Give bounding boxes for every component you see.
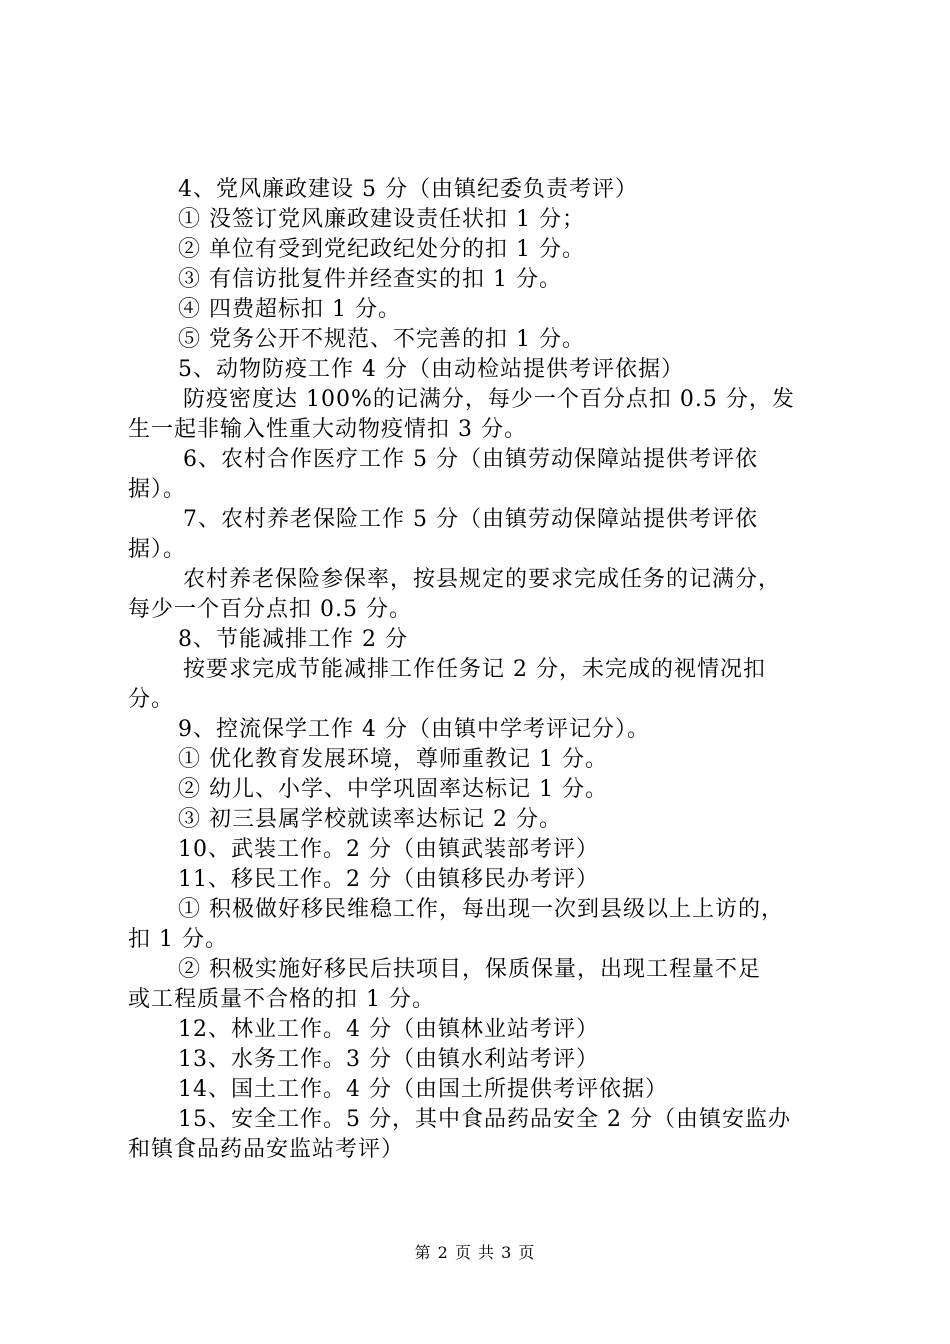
text-line: 4、党风廉政建设 5 分（由镇纪委负责考评）: [178, 177, 638, 202]
text-line: ① 优化教育发展环境，尊师重教记 1 分。: [178, 747, 608, 772]
text-line: 和镇食品药品安监站考评）: [128, 1137, 405, 1162]
text-line: 分。: [128, 687, 175, 712]
text-line: 或工程质量不合格的扣 1 分。: [128, 987, 435, 1012]
text-line: ② 积极实施好移民后扶项目，保质保量，出现工程量不足: [178, 957, 761, 982]
text-line: ③ 有信访批复件并经查实的扣 1 分。: [178, 267, 562, 292]
text-line: ① 没签订党风廉政建设责任状扣 1 分；: [178, 207, 585, 232]
text-line: 据）。: [128, 477, 187, 502]
text-line: 扣 1 分。: [128, 927, 228, 952]
text-line: 11、移民工作。2 分（由镇移民办考评）: [178, 867, 599, 892]
text-line: ④ 四费超标扣 1 分。: [178, 297, 401, 322]
text-line: 按要求完成节能减排工作任务记 2 分，未完成的视情况扣: [183, 657, 766, 682]
document-body: [128, 175, 838, 1165]
text-line: 12、林业工作。4 分（由镇林业站考评）: [178, 1017, 599, 1042]
text-line: 7、农村养老保险工作 5 分（由镇劳动保障站提供考评依: [183, 507, 758, 532]
text-line: 据）。: [128, 537, 187, 562]
text-line: ⑤ 党务公开不规范、不完善的扣 1 分。: [178, 327, 585, 352]
text-line: 防疫密度达 100%的记满分，每少一个百分点扣 0.5 分，发: [183, 387, 795, 412]
text-line: 生一起非输入性重大动物疫情扣 3 分。: [128, 417, 527, 442]
text-line: ② 单位有受到党纪政纪处分的扣 1 分。: [178, 237, 585, 262]
text-line: 6、农村合作医疗工作 5 分（由镇劳动保障站提供考评依: [183, 447, 758, 472]
text-line: 13、水务工作。3 分（由镇水利站考评）: [178, 1047, 599, 1072]
text-line: ② 幼儿、小学、中学巩固率达标记 1 分。: [178, 777, 608, 802]
text-line: ③ 初三县属学校就读率达标记 2 分。: [178, 807, 562, 832]
text-line: 5、动物防疫工作 4 分（由动检站提供考评依据）: [178, 357, 684, 382]
text-line: ① 积极做好移民维稳工作，每出现一次到县级以上上访的，: [178, 897, 784, 922]
text-line: 农村养老保险参保率，按县规定的要求完成任务的记满分，: [183, 567, 782, 592]
text-line: 8、节能减排工作 2 分: [178, 627, 408, 652]
text-line: 14、国土工作。4 分（由国土所提供考评依据）: [178, 1077, 668, 1102]
text-line: 10、武装工作。2 分（由镇武装部考评）: [178, 837, 599, 862]
text-line: 15、安全工作。5 分，其中食品药品安全 2 分（由镇安监办: [178, 1107, 791, 1132]
text-line: 每少一个百分点扣 0.5 分。: [128, 597, 412, 622]
text-line: 9、控流保学工作 4 分（由镇中学考评记分）。: [178, 717, 650, 742]
page-footer: 第 2 页 共 3 页: [414, 1243, 536, 1262]
